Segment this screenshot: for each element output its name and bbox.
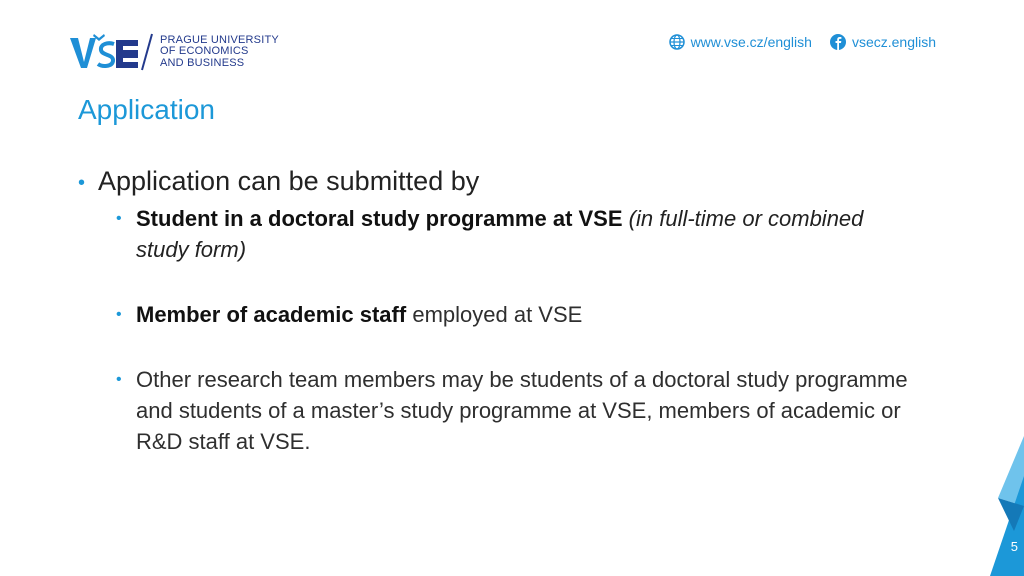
sub-bullet-academic-rest: employed at VSE	[412, 302, 583, 327]
slide-title: Application	[78, 94, 215, 125]
sub-bullet-student-italic: (in full-time or combined study form)	[136, 206, 864, 262]
logo-slash	[140, 32, 154, 72]
facebook-link-text[interactable]: vsecz.english	[851, 34, 936, 50]
sub-bullet-student-bold: Student in a doctoral study programme at VSE	[136, 206, 623, 231]
bullet-application-text: Application can be submitted by	[98, 166, 480, 196]
vse-logo-mark	[68, 32, 140, 72]
sub-bullet-other-text: Other research team members may be students of a doctoral study programme and students of a master’s study programme at VSE, members of academic or R&D staff at VSE.	[136, 367, 908, 454]
sub-bullet-other-members	[78, 364, 914, 457]
website-link-text[interactable]: www.vse.cz/english	[690, 34, 812, 50]
university-line-3: AND BUSINESS	[160, 56, 245, 69]
bullet-dot: •	[116, 371, 122, 388]
sub-bullet-academic-staff	[78, 299, 914, 330]
university-line-2: OF ECONOMICS	[160, 45, 249, 58]
facebook-link[interactable]	[830, 34, 936, 50]
bullet-dot: •	[116, 210, 122, 227]
facebook-icon	[830, 34, 846, 50]
sub-bullet-academic-bold: Member of academic staff	[136, 302, 407, 327]
vse-logo	[68, 32, 279, 72]
slide-content	[78, 166, 914, 457]
corner-decoration	[984, 436, 1024, 576]
sub-bullet-student	[78, 203, 914, 265]
website-link[interactable]	[669, 34, 812, 50]
header-links	[669, 34, 936, 50]
university-name	[160, 35, 279, 70]
page-number: 5	[1010, 539, 1018, 554]
university-line-1: PRAGUE UNIVERSITY	[160, 33, 279, 46]
bullet-dot: •	[116, 306, 122, 323]
bullet-application	[78, 166, 914, 197]
globe-icon	[669, 34, 685, 50]
